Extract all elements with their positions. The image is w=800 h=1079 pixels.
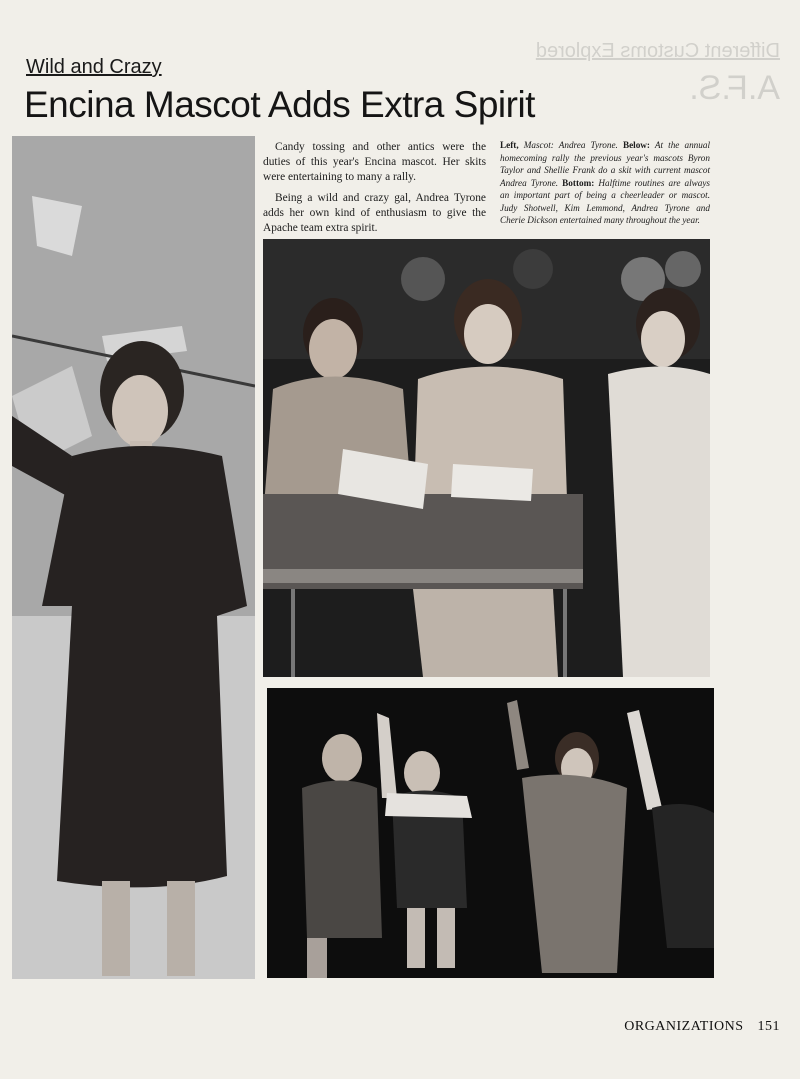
page-folio — [624, 1019, 780, 1035]
halftime-routine-photo — [267, 688, 714, 978]
photo-caption — [500, 139, 710, 227]
section-name: ORGANIZATIONS — [624, 1019, 744, 1034]
homecoming-skit-photo — [263, 239, 710, 677]
caption-bottom-text: Halftime routines are always an important part of being a cheerleader or mascot. Judy Shotwell, Kim Lemmond, Andrea Tyrone and Cherie Dickson entertained many throughout the year. — [500, 177, 710, 225]
caption-left-lead: Left, — [500, 140, 519, 150]
caption-below-text: At the annual homecoming rally the previous year's mascots Byron Taylor and Shellie Frank do a skit with current mascot Andrea Tyrone. — [500, 140, 710, 188]
caption-left-text: Mascot: Andrea Tyrone. — [523, 140, 618, 150]
page-number: 151 — [757, 1019, 780, 1034]
homecoming-skit-image — [263, 239, 710, 677]
mascot-portrait-photo — [12, 136, 255, 979]
page-headline: Encina Mascot Adds Extra Spirit — [24, 84, 535, 125]
halftime-routine-image — [267, 688, 714, 978]
body-paragraph-1: Candy tossing and other antics were the duties of this year's Encina mascot. Her skits were entertaining to many a rally. — [263, 141, 486, 183]
mascot-portrait-image — [12, 136, 255, 979]
article-body — [263, 140, 486, 242]
caption-bottom-lead: Bottom: — [562, 177, 595, 188]
bleed-through-line-1: Different Customs Explored — [535, 40, 780, 62]
caption-below-lead: Below: — [622, 140, 650, 150]
body-paragraph-2: Being a wild and crazy gal, Andrea Tyrone adds her own kind of enthusiasm to give the Apache team extra spirit. — [263, 192, 486, 234]
kicker-heading: Wild and Crazy — [26, 56, 162, 78]
bleed-through-line-2: A.F.S. — [689, 69, 780, 107]
